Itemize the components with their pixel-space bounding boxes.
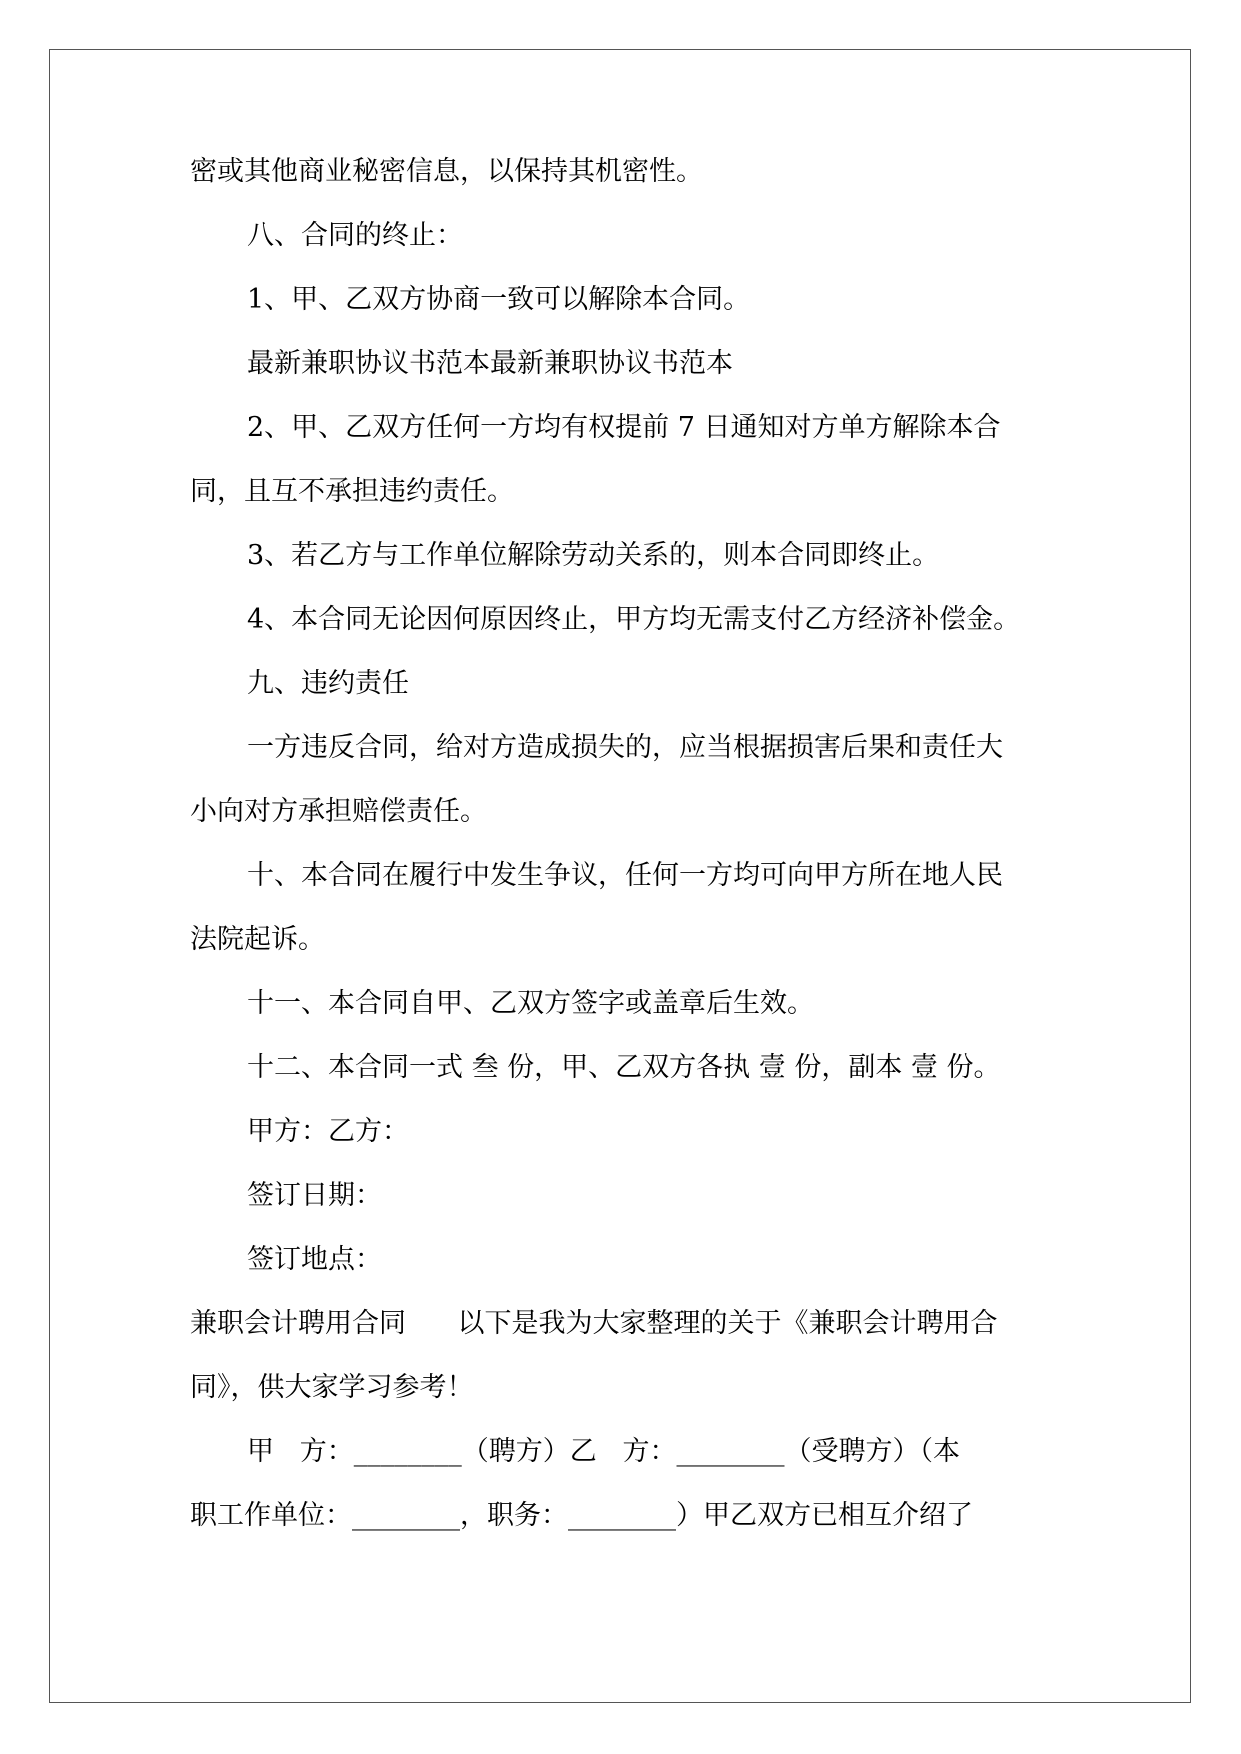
text-line: 签订地点：	[247, 1244, 382, 1275]
text-line: 八、合同的终止：	[247, 220, 463, 251]
text-line: 同，且互不承担违约责任。	[190, 476, 514, 507]
text-line: 职工作单位：________，职务：________）甲乙双方已相互介绍了	[190, 1500, 973, 1531]
text-line: 十、本合同在履行中发生争议，任何一方均可向甲方所在地人民	[247, 860, 1003, 891]
text-line: 同》，供大家学习参考！	[190, 1372, 474, 1403]
text-line: 十一、本合同自甲、乙双方签字或盖章后生效。	[247, 988, 814, 1019]
text-line: 2、甲、乙双方任何一方均有权提前 7 日通知对方单方解除本合	[247, 412, 1001, 443]
text-line: 3、若乙方与工作单位解除劳动关系的，则本合同即终止。	[247, 540, 940, 571]
text-line: 十二、本合同一式 叁 份，甲、乙双方各执 壹 份，副本 壹 份。	[247, 1052, 1001, 1083]
text-line: 1、甲、乙双方协商一致可以解除本合同。	[247, 284, 751, 315]
document-body	[190, 140, 1060, 1548]
text-line: 密或其他商业秘密信息，以保持其机密性。	[190, 156, 703, 187]
text-line: 一方违反合同，给对方造成损失的，应当根据损害后果和责任大	[247, 732, 1003, 763]
text-line: 兼职会计聘用合同 以下是我为大家整理的关于《兼职会计聘用合	[190, 1308, 998, 1339]
text-line: 法院起诉。	[190, 924, 325, 955]
text-line: 签订日期：	[247, 1180, 382, 1211]
text-line: 最新兼职协议书范本最新兼职协议书范本	[247, 348, 733, 379]
text-line: 甲方：乙方：	[247, 1116, 409, 1147]
text-line: 4、本合同无论因何原因终止，甲方均无需支付乙方经济补偿金。	[247, 604, 1021, 635]
text-line: 小向对方承担赔偿责任。	[190, 796, 487, 827]
text-line: 九、违约责任	[247, 668, 409, 699]
text-line: 甲 方：________（聘方）乙 方：________（受聘方）（本	[247, 1436, 960, 1467]
